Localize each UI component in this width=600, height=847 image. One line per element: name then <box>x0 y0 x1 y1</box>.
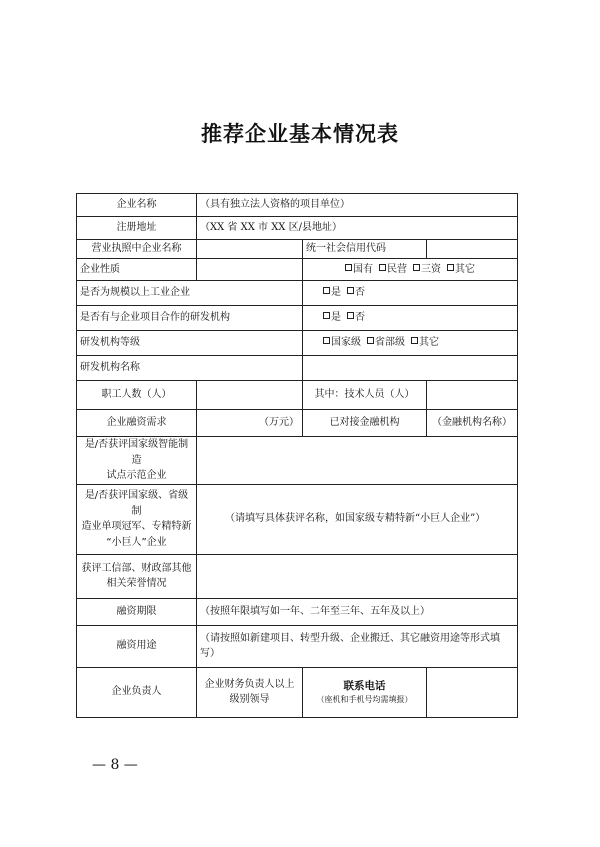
nature-option-foreign[interactable]: 三资 <box>413 264 441 275</box>
checkbox-icon <box>413 264 420 271</box>
financing-unit: （万元） <box>259 417 299 429</box>
row-term <box>77 598 518 625</box>
scale-options <box>303 281 518 306</box>
tech-staff-label: 其中：技术人员（人） <box>303 381 427 410</box>
rd-level-option-provincial[interactable]: 省部级 <box>367 337 405 348</box>
term-field[interactable]: （按照年限填写如一年、二年至三年、五年及以上） <box>197 598 518 625</box>
row-company-name <box>77 194 518 217</box>
checkbox-icon <box>411 337 418 344</box>
rd-name-field[interactable] <box>303 356 518 381</box>
checkbox-icon <box>379 264 386 271</box>
docked-institution-field[interactable]: （金融机构名称） <box>427 410 518 437</box>
nature-option-other[interactable]: 其它 <box>447 264 475 275</box>
nature-option-state[interactable]: 国有 <box>345 264 373 275</box>
row-rd-coop <box>77 306 518 331</box>
financing-label: 企业融资需求 <box>77 410 197 437</box>
checkbox-icon <box>347 312 354 319</box>
credit-code-label: 统一社会信用代码 <box>303 240 427 259</box>
row-staff <box>77 381 518 410</box>
checkbox-icon <box>447 264 454 271</box>
company-name-label: 企业名称 <box>77 194 197 217</box>
smart-pilot-label: 是/否获评国家级智能制造 试点示范企业 <box>77 437 197 485</box>
staff-label: 职工人数（人） <box>77 381 197 410</box>
row-champion <box>77 484 518 554</box>
term-label: 融资期限 <box>77 598 197 625</box>
checkbox-icon <box>367 337 374 344</box>
phone-field[interactable] <box>427 667 518 717</box>
phone-label: 联系电话 <box>343 679 386 692</box>
row-rd-level <box>77 331 518 356</box>
rd-coop-option-yes[interactable]: 是 <box>323 312 341 323</box>
row-principal <box>77 667 518 717</box>
license-name-label: 营业执照中企业名称 <box>77 240 197 259</box>
license-name-field[interactable] <box>197 240 303 259</box>
honors-label: 获评工信部、财政部其他 相关荣誉情况 <box>77 554 197 598</box>
checkbox-icon <box>345 264 352 271</box>
rd-level-label: 研发机构等级 <box>77 331 303 356</box>
nature-options <box>303 259 518 281</box>
row-nature <box>77 259 518 281</box>
rd-coop-options <box>303 306 518 331</box>
principal-label: 企业负责人 <box>77 667 197 717</box>
company-name-field[interactable]: （具有独立法人资格的项目单位） <box>197 194 518 217</box>
rd-level-option-national[interactable]: 国家级 <box>323 337 361 348</box>
staff-field[interactable] <box>197 381 303 410</box>
scale-option-yes[interactable]: 是 <box>323 287 341 298</box>
row-address <box>77 217 518 240</box>
smart-pilot-field[interactable] <box>197 437 518 485</box>
rd-coop-label: 是否有与企业项目合作的研发机构 <box>77 306 303 331</box>
rd-name-label: 研发机构名称 <box>77 356 303 381</box>
rd-level-option-other[interactable]: 其它 <box>411 337 439 348</box>
phone-hint: （座机和手机号均需填报） <box>316 694 413 704</box>
page-number: — 8 — <box>92 757 138 773</box>
champion-label: 是/否获评国家级、省级制 造业单项冠军、专精特新 “小巨人”企业 <box>77 484 197 554</box>
usage-label: 融资用途 <box>77 625 197 667</box>
docked-institution-label: 已对接金融机构 <box>303 410 427 437</box>
scale-label: 是否为规模以上工业企业 <box>77 281 303 306</box>
rd-level-options <box>303 331 518 356</box>
row-license <box>77 240 518 259</box>
finance-leader-label: 企业财务负责人以上 级别领导 <box>197 667 303 717</box>
row-honors <box>77 554 518 598</box>
row-smart-pilot <box>77 437 518 485</box>
checkbox-icon <box>323 312 330 319</box>
checkbox-icon <box>347 287 354 294</box>
row-rd-name <box>77 356 518 381</box>
nature-label: 企业性质 <box>77 259 197 281</box>
phone-label-cell <box>303 667 427 717</box>
address-field[interactable]: （XX 省 XX 市 XX 区/县地址） <box>197 217 518 240</box>
tech-staff-field[interactable] <box>427 381 518 410</box>
credit-code-field[interactable] <box>427 240 518 259</box>
checkbox-icon <box>323 337 330 344</box>
rd-coop-option-no[interactable]: 否 <box>347 312 365 323</box>
row-usage <box>77 625 518 667</box>
row-financing <box>77 410 518 437</box>
form-title: 推荐企业基本情况表 <box>201 121 399 146</box>
nature-option-private[interactable]: 民营 <box>379 264 407 275</box>
address-label: 注册地址 <box>77 217 197 240</box>
usage-field[interactable]: （请按照如新建项目、转型升级、企业搬迁、其它融资用途等形式填写） <box>197 625 518 667</box>
scale-option-no[interactable]: 否 <box>347 287 365 298</box>
checkbox-icon <box>323 287 330 294</box>
financing-amount-field[interactable] <box>197 410 303 437</box>
row-scale <box>77 281 518 306</box>
champion-field[interactable]: （请填写具体获评名称，如国家级专精特新“小巨人企业”） <box>197 484 518 554</box>
company-info-table <box>76 193 518 718</box>
honors-field[interactable] <box>197 554 518 598</box>
